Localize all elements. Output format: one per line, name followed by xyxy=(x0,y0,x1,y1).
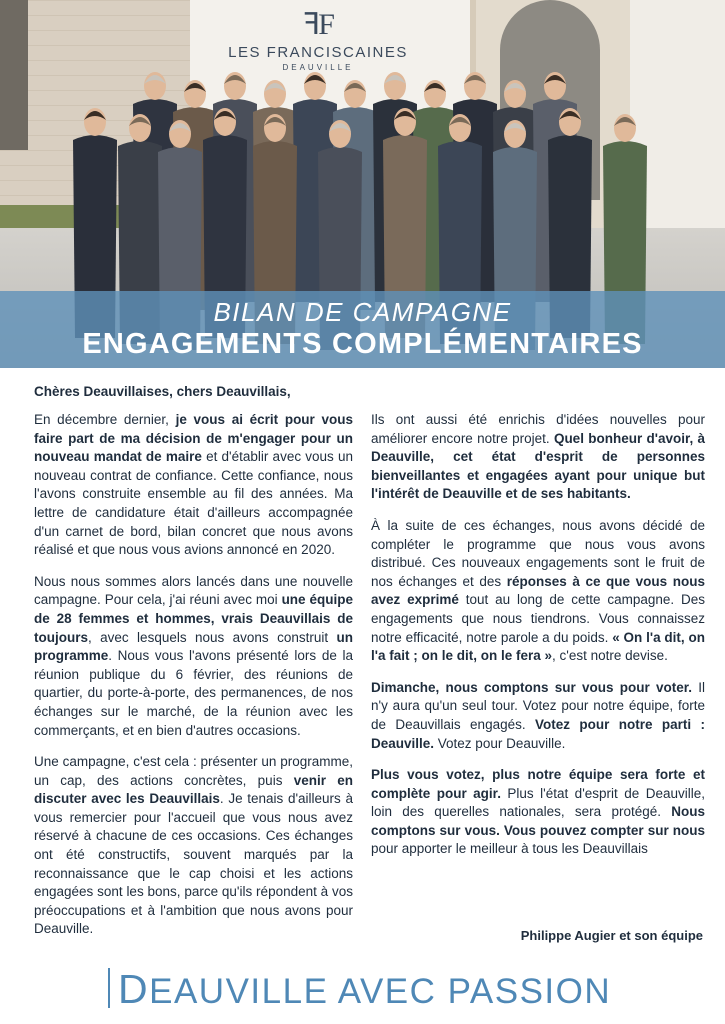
bold-text: Votez pour notre parti : Deauville. xyxy=(371,716,705,751)
bold-text: une équipe de 28 femmes et hommes, vrais Deauvillais de toujours xyxy=(34,592,353,645)
banner-title-line2: ENGAGEMENTS COMPLÉMENTAIRES xyxy=(82,328,643,360)
logo-name: LES FRANCISCAINES xyxy=(228,44,408,61)
paragraph xyxy=(34,753,353,939)
logo-subtitle: DEAUVILLE xyxy=(282,63,354,72)
paragraph xyxy=(371,679,705,753)
text-run: Ils ont aussi été enrichis d'idées nouvelles pour améliorer encore notre projet. xyxy=(371,412,705,446)
bold-text: Plus vous votez, plus notre équipe sera forte et complète pour agir. xyxy=(371,767,705,801)
title-banner xyxy=(0,291,725,368)
text-run: Il n'y aura qu'un seul tour. Votez pour notre équipe, forte de Deauvillais engagés. xyxy=(371,679,705,732)
text-run: Nous nous sommes alors lancés dans une nouvelle campagne. Pour cela, j'ai réuni avec moi xyxy=(34,573,353,608)
text-run: Une campagne, c'est cela : présenter un programme, un cap, des actions concrètes, puis xyxy=(34,754,353,788)
footer-accent-bar xyxy=(108,968,110,1008)
slogan-text xyxy=(118,968,611,1013)
bold-text: je vous ai écrit pour vous faire part de ma décision de m'engager pour un nouveau mandat de maire xyxy=(34,412,353,465)
text-run: À la suite de ces échanges, nous avons décidé de compléter le programme que nous vous avons distribué. Ces nouveaux engagements sont le fruit de nos échanges et des xyxy=(371,517,705,589)
bold-text: un programme xyxy=(34,629,353,664)
bold-text: réponses à ce que vous nous avez exprimé xyxy=(371,573,705,608)
bold-text: Nous comptons sur vous. Vous pouvez compter sur nous xyxy=(371,804,705,838)
paragraph xyxy=(34,573,353,740)
paragraph xyxy=(371,766,705,859)
salutation: Chères Deauvillaises, chers Deauvillais, xyxy=(34,384,291,399)
text-run: En décembre dernier, xyxy=(34,412,176,427)
text-run: tout au long de cette campagne. Des engagements que nous tiendrons. Vous connaissez notre efficacité, notre parole a du poids. xyxy=(371,592,705,645)
bold-text: Dimanche, nous comptons sur vous pour voter. xyxy=(371,679,692,695)
paragraph xyxy=(371,517,705,666)
logo-mark: ꟻF xyxy=(303,8,333,41)
text-run: . Nous vous l'avons présenté lors de la réunion publique du 6 février, des réunions de quartier, du porte-à-porte, des permanences, de nos échanges sur le marché, de la réunion avec les commerçants, et en bien d'autres occasions. xyxy=(34,648,353,738)
text-run: . Je tenais d'ailleurs à vous remercier pour l'accueil que vous nous avez réservé à chacune de ces occasions. Ces échanges ont été constructifs, souvent marqués par la reconnaissance que le cap choisi et les actions engagées sont les bons, parce qu'ils répondent à vos préoccupations et à l'ambition que nous avons pour Deauville. xyxy=(34,791,353,937)
slogan-initial: D xyxy=(118,966,150,1012)
letter-column-left xyxy=(34,411,353,952)
bold-text: Quel bonheur d'avoir, à Deauville, cet état d'esprit de personnes bienveillantes et engagées ayant pour unique but l'intérêt de Deauville et de ses habitants. xyxy=(371,430,705,502)
text-run: , c'est notre devise. xyxy=(552,648,668,664)
slogan-rest: EAUVILLE AVEC PASSION xyxy=(149,972,612,1011)
text-run: pour apporter le meilleur à tous les Deauvillais xyxy=(371,841,648,857)
paragraph xyxy=(34,411,353,560)
text-run: , avec lesquels nous avons construit xyxy=(88,629,337,645)
paragraph xyxy=(371,411,705,504)
letter-column-right xyxy=(371,411,705,872)
banner-title-line1: BILAN DE CAMPAGNE xyxy=(213,297,512,327)
text-run: Votez pour Deauville. xyxy=(434,735,566,751)
bold-text: « On l'a dit, on l'a fait ; on le dit, on le fera » xyxy=(371,629,706,664)
footer-slogan xyxy=(108,966,620,1012)
text-run: et d'établir avec vous un nouveau contrat de confiance. Cette confiance, nous l'avons construite ensemble au fil des années. Ma lettre de candidature était d'ailleurs accompagnée d'un carnet de bord, bilan concret que nous avons réalisé et que nous vous avions annoncé en 2020. xyxy=(34,449,353,558)
text-run: Plus l'état d'esprit de Deauville, loin des querelles nationales, sera protégé. xyxy=(371,785,705,820)
team-photo xyxy=(0,0,725,368)
bold-text: venir en discuter avec les Deauvillais xyxy=(34,772,353,807)
signature: Philippe Augier et son équipe xyxy=(520,928,703,943)
